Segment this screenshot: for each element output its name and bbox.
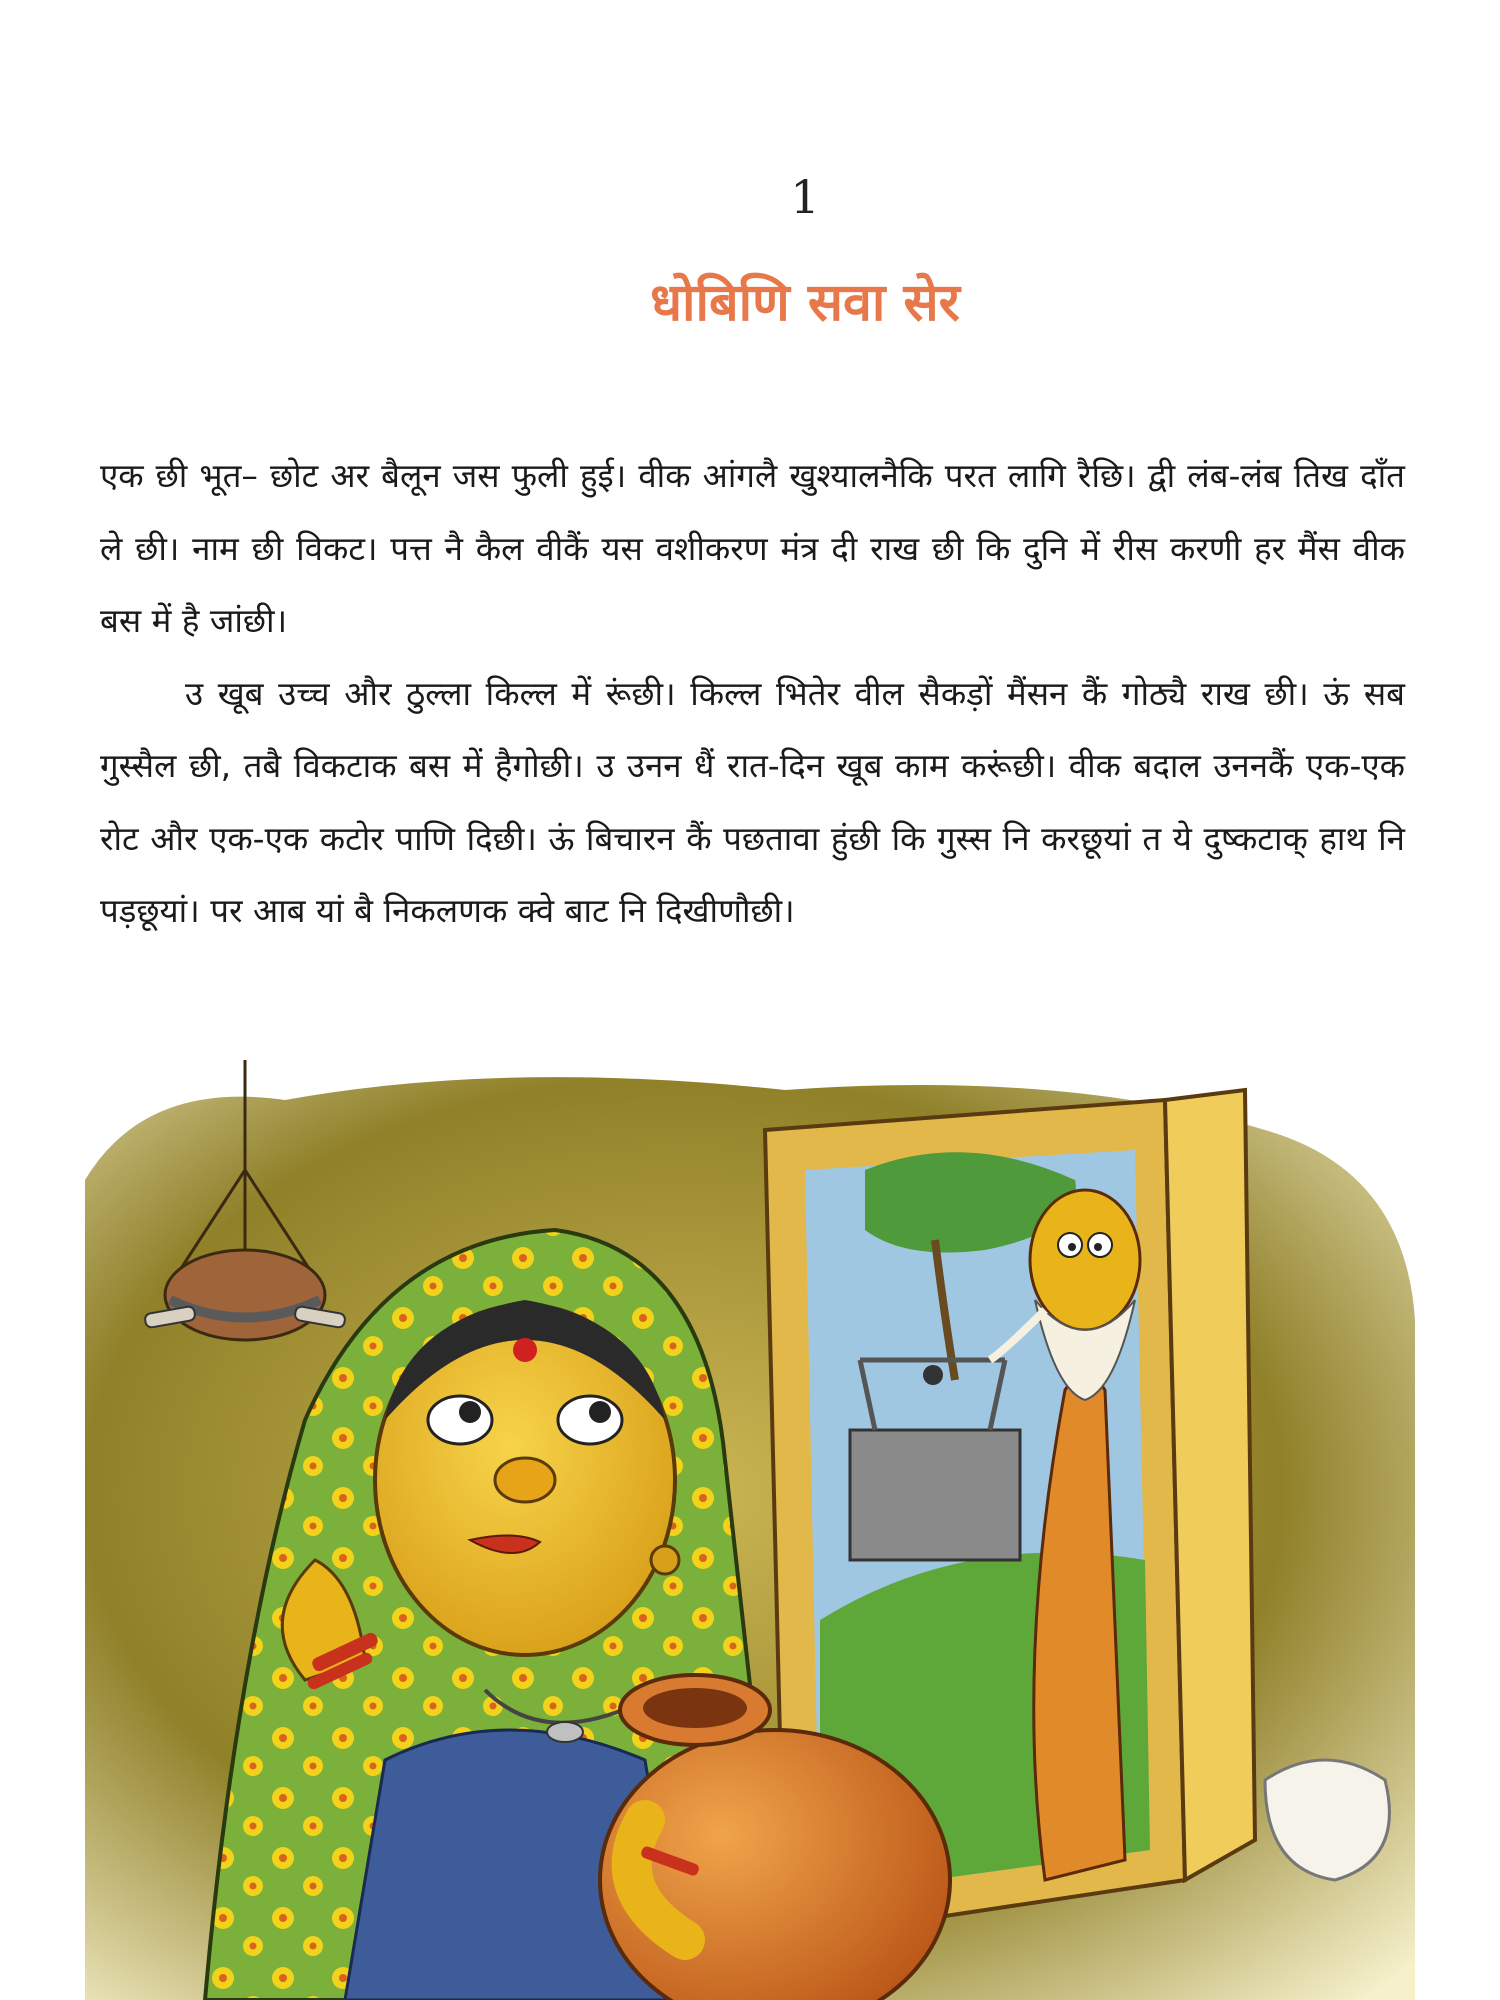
- well: [850, 1430, 1020, 1560]
- hanging-pot: [165, 1250, 325, 1340]
- chapter-number: 1: [790, 170, 820, 224]
- paragraph-2: उ खूब उच्च और ठुल्ला किल्ल में रूंछी। किल्ल भितेर वील सैकड़ों मैंसन कैं गोठ्यै राख छी। ऊं सब गुस्सैल छी, तबै विकटाक बस में हैगोछी। उ उनन धैं रात-दिन खूब काम करूंछी। वीक बदाल उननकैं एक-एक रोट और एक-एक कटोर पाणि दिछी। ऊं बिचारन कैं पछतावा हुंछी कि गुस्स नि करछूयां त ये दुष्कटाक् हाथ नि पड़छूयां। पर आब यां बै निकलणक क्वे बाट नि दिखीणौछी।: [100, 673, 1405, 930]
- story-text: [100, 440, 1405, 948]
- story-illustration: [85, 1060, 1415, 2000]
- illustration-svg: [85, 1060, 1415, 2000]
- chapter-title: धोबिणि सवा सेर: [650, 273, 960, 333]
- paragraph-1: एक छी भूत– छोट अर बैलून जस फुली हुई। वीक आंगलै खुश्यालनैकि परत लागि रैछि। द्वी लंब-लंब तिख दाँत ले छी। नाम छी विकट। पत्त नै कैल वीकैं यस वशीकरण मंत्र दी राख छी कि दुनि में रीस करणी हर मैंस वीक बस में है जांछी।: [100, 456, 1405, 640]
- bindi: [513, 1338, 537, 1362]
